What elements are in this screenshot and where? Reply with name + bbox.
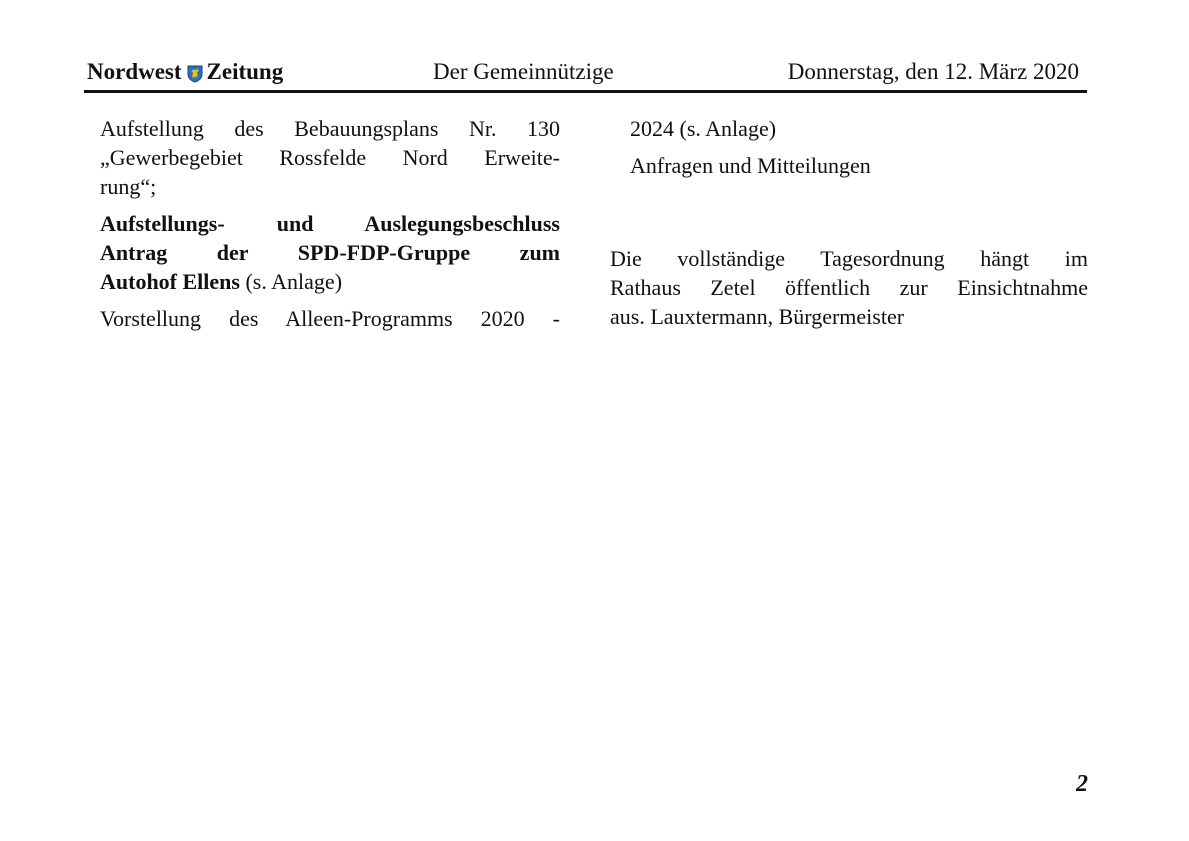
coat-of-arms-icon (187, 63, 203, 81)
page-number: 2 (1076, 771, 1088, 797)
issue-date: Donnerstag, den 12. März 2020 (787, 59, 1079, 84)
text-line: „Gewerbegebiet Rossfelde Nord Erweite- (100, 145, 560, 170)
agenda-item-anfragen: Anfragen und Mitteilungen (630, 153, 871, 178)
text-line-mixed (100, 267, 560, 296)
right-column-top (630, 114, 1070, 180)
text-line: Vorstellung des Alleen-Programms 2020 - (100, 306, 560, 331)
agenda-item-alleen-programm (100, 304, 560, 333)
agenda-item-bebauungsplan (100, 114, 560, 201)
text-line-bold: Antrag der SPD-FDP-Gruppe zum (100, 240, 560, 265)
newspaper-masthead (87, 59, 283, 85)
public-notice (610, 244, 1088, 331)
bold-phrase: Autohof Ellens (100, 269, 240, 294)
text-line: aus. Lauxtermann, Bürgermeister (610, 304, 905, 329)
text-line: Rathaus Zetel öffentlich zur Einsichtnahme (610, 275, 1088, 300)
page-header (84, 56, 1087, 93)
agenda-item-autohof (100, 209, 560, 296)
normal-phrase: (s. Anlage) (239, 269, 343, 294)
text-line: Aufstellung des Bebauungsplans Nr. 130 (100, 116, 560, 141)
issue-title: Der Gemeinnützige (433, 59, 614, 84)
text-line: rung“; (100, 174, 157, 199)
text-line: Die vollständige Tagesordnung hängt im (610, 246, 1088, 271)
masthead-name-left: Nordwest (87, 59, 182, 84)
left-column (100, 114, 560, 333)
agenda-item-continuation: 2024 (s. Anlage) (630, 116, 777, 141)
text-line-bold: Aufstellungs- und Auslegungsbeschluss (100, 211, 560, 236)
masthead-name-right: Zeitung (206, 59, 284, 84)
